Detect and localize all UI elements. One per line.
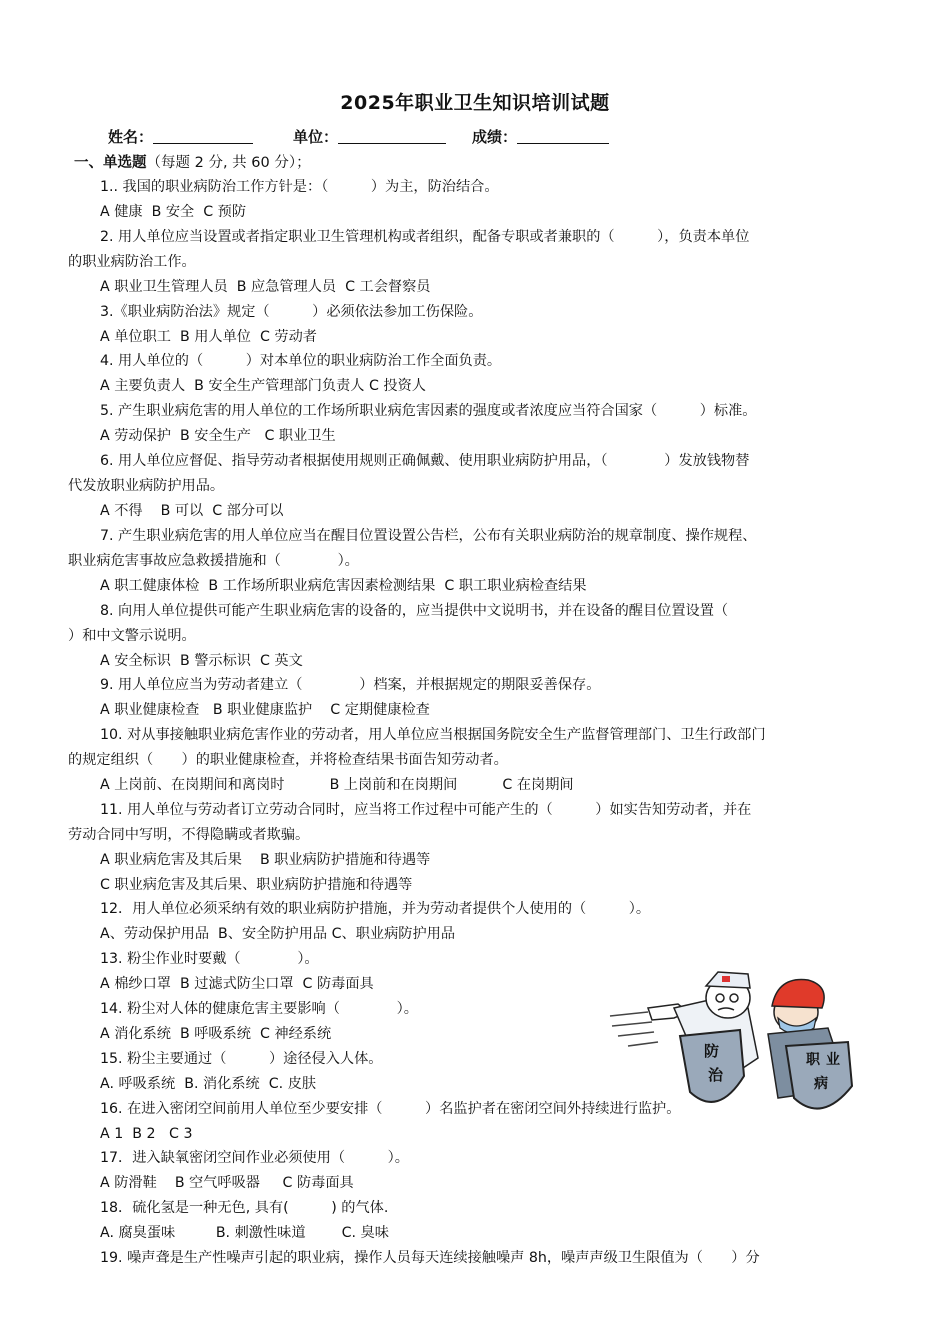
- question-15-options: A. 呼吸系统 B. 消化系统 C. 皮肤: [100, 1076, 317, 1092]
- question-18: 18．硫化氢是一种无色, 具有( ) 的气体.: [100, 1200, 389, 1216]
- occupational-health-illustration: [608, 968, 866, 1120]
- exam-title: 2025年职业卫生知识培训试题: [340, 92, 610, 114]
- shield-right-char-1: 职: [806, 1052, 820, 1068]
- question-12: 12．用人单位必须采纳有效的职业病防护措施，并为劳动者提供个人使用的（ ）。: [100, 901, 651, 917]
- question-4-options: A 主要负责人 B 安全生产管理部门负责人 C 投资人: [100, 378, 426, 394]
- name-blank[interactable]: [153, 129, 253, 144]
- question-2-continued: 的职业病防治工作。: [68, 254, 196, 270]
- question-6-options: A 不得 B 可以 C 部分可以: [100, 503, 284, 519]
- score-blank[interactable]: [517, 129, 609, 144]
- question-6: 6. 用人单位应督促、指导劳动者根据使用规则正确佩戴、使用职业病防护用品，（ ）发放钱物替: [100, 453, 750, 469]
- question-4: 4. 用人单位的（ ）对本单位的职业病防治工作全面负责。: [100, 353, 502, 369]
- question-3-options: A 单位职工 B 用人单位 C 劳动者: [100, 329, 317, 345]
- shield-right-char-2: 业: [826, 1052, 840, 1068]
- question-5: 5. 产生职业病危害的用人单位的工作场所职业病危害因素的强度或者浓度应当符合国家（ ）标准。: [100, 403, 757, 419]
- question-18-options: A. 腐臭蛋味 B. 刺激性味道 C. 臭味: [100, 1225, 389, 1241]
- student-info-row: [108, 126, 609, 147]
- question-7: 7. 产生职业病危害的用人单位应当在醒目位置设置公告栏，公布有关职业病防治的规章制度、操作规程、: [100, 528, 757, 544]
- section-title: 一、单选题: [74, 155, 147, 171]
- question-11-options-ab: A 职业病危害及其后果 B 职业病防护措施和待遇等: [100, 852, 431, 868]
- section-heading: [74, 151, 311, 172]
- question-8-continued: ）和中文警示说明。: [68, 628, 196, 644]
- question-11-options-c: C 职业病危害及其后果、职业病防护措施和待遇等: [100, 877, 413, 893]
- question-16: 16. 在进入密闭空间前用人单位至少要安排（ ）名监护者在密闭空间外持续进行监护。: [100, 1101, 681, 1117]
- question-1: 1.. 我国的职业病防治工作方针是：（ ）为主，防治结合。: [100, 179, 499, 195]
- question-7-options: A 职工健康体检 B 工作场所职业病危害因素检测结果 C 职工职业病检查结果: [100, 578, 587, 594]
- section-note: （每题 2 分, 共 60 分）；: [146, 155, 311, 171]
- unit-label: 单位：: [293, 128, 339, 146]
- question-10-continued: 的规定组织（ ）的职业健康检查，并将检查结果书面告知劳动者。: [68, 752, 508, 768]
- name-label: 姓名：: [108, 128, 154, 146]
- question-3: 3.《职业病防治法》规定（ ）必须依法参加工伤保险。: [100, 304, 483, 320]
- helmet-icon: [772, 980, 824, 1008]
- question-13-options: A 棉纱口罩 B 过滤式防尘口罩 C 防毒面具: [100, 976, 374, 992]
- question-14: 14. 粉尘对人体的健康危害主要影响（ ）。: [100, 1001, 418, 1017]
- question-8: 8. 向用人单位提供可能产生职业病危害的设备的，应当提供中文说明书，并在设备的醒目位置设置（: [100, 603, 729, 619]
- question-16-options: A 1 B 2 C 3: [100, 1126, 193, 1142]
- question-10-options: A 上岗前、在岗期间和离岗时 B 上岗前和在岗期间 C 在岗期间: [100, 777, 574, 793]
- question-7-continued: 职业病危害事故应急救援措施和（ ）。: [68, 553, 359, 569]
- question-9: 9. 用人单位应当为劳动者建立（ ）档案，并根据规定的期限妥善保存。: [100, 677, 601, 693]
- unit-blank[interactable]: [338, 129, 446, 144]
- question-9-options: A 职业健康检查 B 职业健康监护 C 定期健康检查: [100, 702, 430, 718]
- question-2: 2. 用人单位应当设置或者指定职业卫生管理机构或者组织，配备专职或者兼职的（ ），负责本单位: [100, 229, 750, 245]
- shield-left-char-2: 治: [708, 1066, 724, 1084]
- question-17: 17．进入缺氧密闭空间作业必须使用（ ）。: [100, 1150, 409, 1166]
- question-2-options: A 职业卫生管理人员 B 应急管理人员 C 工会督察员: [100, 279, 431, 295]
- shield-right-char-3: 病: [814, 1076, 828, 1092]
- question-5-options: A 劳动保护 B 安全生产 C 职业卫生: [100, 428, 336, 444]
- question-12-options: A、劳动保护用品 B、安全防护用品 C、职业病防护用品: [100, 926, 456, 942]
- question-8-options: A 安全标识 B 警示标识 C 英文: [100, 653, 303, 669]
- question-6-continued: 代发放职业病防护用品。: [68, 478, 225, 494]
- score-label: 成绩：: [472, 128, 518, 146]
- question-19: 19. 噪声聋是生产性噪声引起的职业病，操作人员每天连续接触噪声 8h，噪声声级卫生限值为（ ）分: [100, 1250, 760, 1266]
- question-11-continued: 劳动合同中写明，不得隐瞒或者欺骗。: [68, 827, 310, 843]
- question-1-options: A 健康 B 安全 C 预防: [100, 204, 247, 220]
- question-17-options: A 防滑鞋 B 空气呼吸器 C 防毒面具: [100, 1175, 354, 1191]
- cap-badge: [722, 976, 730, 982]
- question-13: 13. 粉尘作业时要戴（ ）。: [100, 951, 319, 967]
- question-10: 10. 对从事接触职业病危害作业的劳动者，用人单位应当根据国务院安全生产监督管理部门、卫生行政部门: [100, 727, 766, 743]
- question-11: 11. 用人单位与劳动者订立劳动合同时，应当将工作过程中可能产生的（ ）如实告知劳动者，并在: [100, 802, 752, 818]
- question-15: 15. 粉尘主要通过（ ）途径侵入人体。: [100, 1051, 383, 1067]
- shield-left-char-1: 防: [704, 1042, 720, 1060]
- question-14-options: A 消化系统 B 呼吸系统 C 神经系统: [100, 1026, 332, 1042]
